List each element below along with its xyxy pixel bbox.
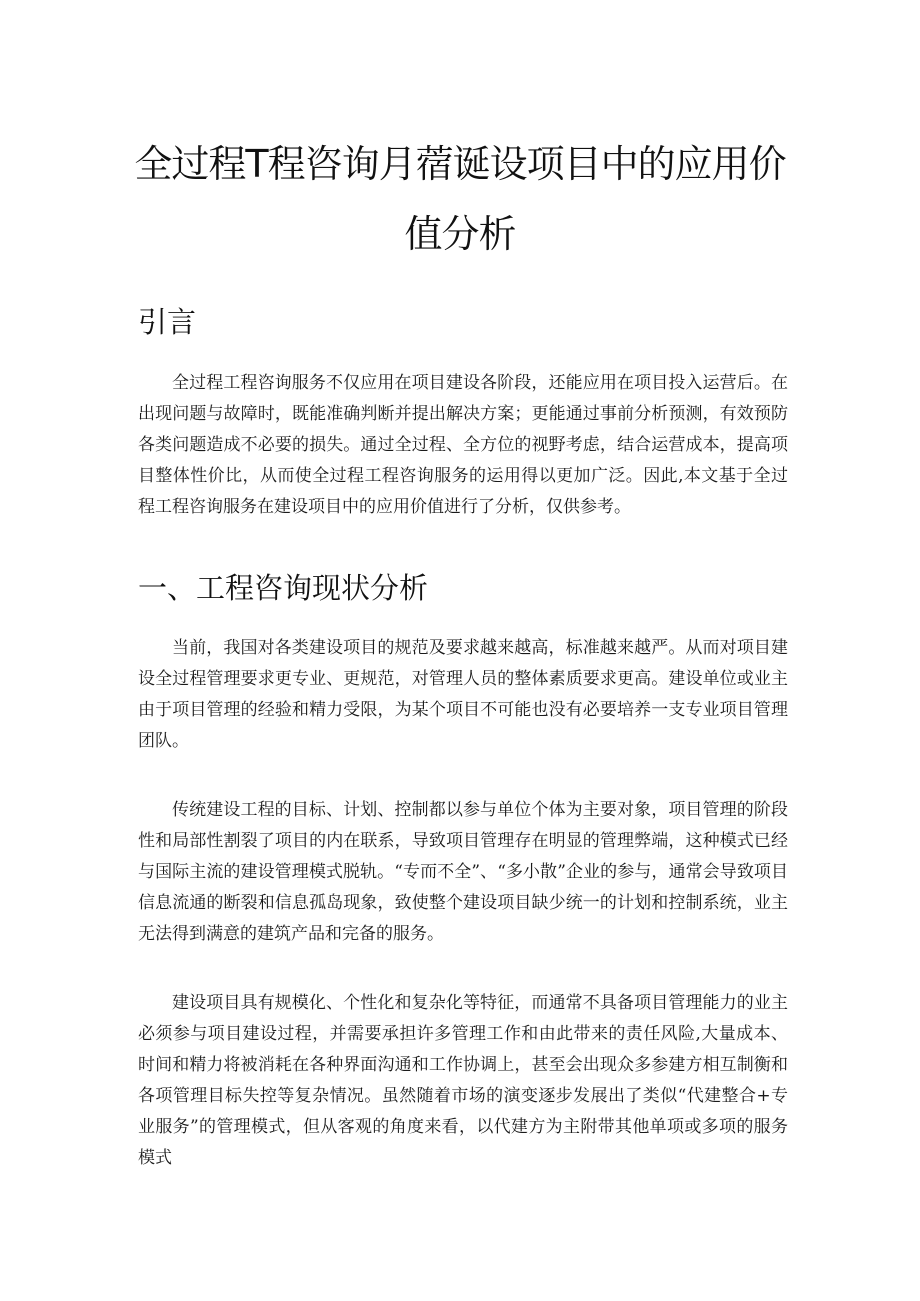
document-title-line-2: 值分析 bbox=[404, 212, 516, 256]
document-title-line-1: 全过程T程咨询月蓿诞设项目中的应用价 bbox=[134, 142, 786, 186]
paragraph: 建设项目具有规模化、个性化和复杂化等特征，而通常不具备项目管理能力的业主必须参与项目建设过程，并需要承担许多管理工作和由此带来的责任风险,大量成本、时间和精力将被消耗在各种界面沟通和工作协调上，甚至会出现众多参建方相互制衡和各项管理目标失控等复杂情况。虽然随着市场的演变逐步发展出了类似“代建整合+专业服务”的管理模式，但从客观的角度来看，以代建方为主附带其他单项或多项的服务模式 bbox=[138, 993, 788, 1168]
paragraph: 当前，我国对各类建设项目的规范及要求越来越高，标准越来越严。从而对项目建设全过程管理要求更专业、更规范，对管理人员的整体素质要求更高。建设单位或业主由于项目管理的经验和精力受限，为某个项目不可能也没有必要培养一支专业项目管理团队。 bbox=[138, 638, 788, 751]
paragraph-introduction: 全过程工程咨询服务不仅应用在项目建设各阶段，还能应用在项目投入运营后。在出现问题与故障时，既能准确判断并提出解决方案；更能通过事前分析预测，有效预防各类问题造成不必要的损失。通过全过程、全方位的视野考虑，结合运营成本，提高项目整体性价比，从而使全过程工程咨询服务的运用得以更加广泛。因此,本文基于全过程工程咨询服务在建设项目中的应用价值进行了分析，仅供参考。 bbox=[138, 373, 788, 517]
section-heading-introduction: 引言 bbox=[138, 305, 197, 339]
section-heading-status-analysis: 一、工程咨询现状分析 bbox=[138, 571, 429, 605]
paragraph: 传统建设工程的目标、计划、控制都以参与单位个体为主要对象，项目管理的阶段性和局部性割裂了项目的内在联系，导致项目管理存在明显的管理弊端，这种模式已经与国际主流的建设管理模式脱轨。“专而不全”、“多小散”企业的参与，通常会导致项目信息流通的断裂和信息孤岛现象，致使整个建设项目缺少统一的计划和控制系统，业主无法得到满意的建筑产品和完备的服务。 bbox=[138, 800, 788, 944]
